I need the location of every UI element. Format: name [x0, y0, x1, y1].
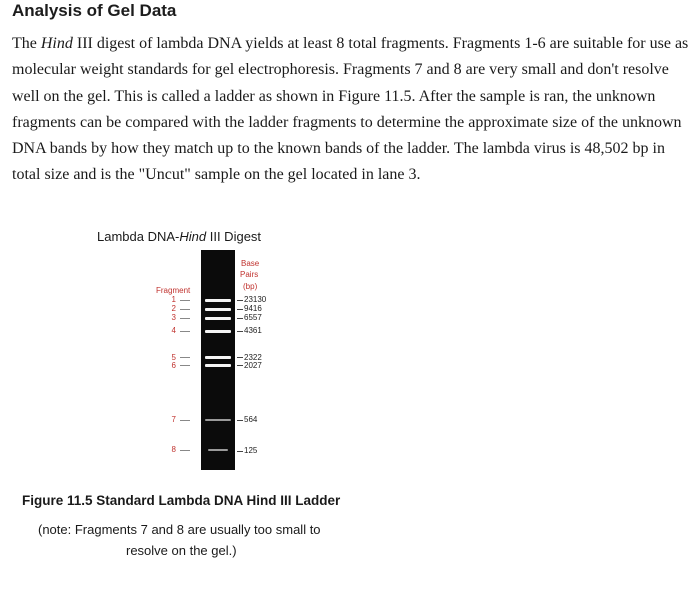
bp-label: 4361 [244, 326, 262, 335]
bp-tick [237, 420, 243, 421]
bp-label: 6557 [244, 313, 262, 322]
bp-label: 2322 [244, 353, 262, 362]
bp-tick [237, 318, 243, 319]
gel-band [205, 317, 231, 320]
figure-title: Lambda DNA-Hind III Digest [97, 229, 262, 244]
paragraph-rest: III digest of lambda DNA yields at least 8 total fragments. Fragments 1-6 are suitable for use as molecular weight standards for gel electrophoresis. Fragments 7 and 8 are very small and don't resolve well on the gel. This is called a ladder as shown in Figure 11.5. After the sample is ran, the unknown fragments can be compared with the ladder fragments to determine the approximate size of the unknown DNA bands by how they match up to the known bands of the ladder. The lambda virus is 48,502 bp in total size and is the "Uncut" sample on the gel located in lane 3. [12, 35, 689, 184]
bp-tick [237, 365, 243, 366]
bp-label: 564 [244, 415, 258, 424]
bp-label: 2027 [244, 361, 262, 370]
bp-label: 23130 [244, 295, 267, 304]
bp-tick [237, 309, 243, 310]
fragment-tick [180, 318, 190, 319]
fragment-number: 3 [171, 313, 176, 322]
fragment-tick [180, 365, 190, 366]
enzyme-name: Hind [40, 35, 73, 52]
gel-band [205, 308, 231, 311]
gel-band [205, 356, 231, 359]
gel-band [205, 364, 231, 367]
figure-note-line1: (note: Fragments 7 and 8 are usually too small to [38, 522, 321, 537]
fragment-number: 1 [171, 295, 176, 304]
fragment-number: 8 [171, 445, 176, 454]
fragment-label: Fragment [156, 286, 191, 295]
fragment-number: 5 [171, 353, 176, 362]
base-pairs-label-line2: Pairs [240, 270, 259, 279]
gel-band [205, 330, 231, 333]
gel-band [208, 449, 228, 451]
fragment-tick [180, 450, 190, 451]
bp-tick [237, 300, 243, 301]
fragment-tick [180, 357, 190, 358]
fragment-number: 6 [171, 361, 176, 370]
fragment-tick [180, 420, 190, 421]
gel-lane [201, 250, 235, 470]
fragment-number: 4 [171, 326, 176, 335]
fragment-number: 7 [171, 415, 176, 424]
fragment-tick [180, 331, 190, 332]
gel-band [205, 299, 231, 302]
bp-label: 9416 [244, 304, 262, 313]
base-pairs-label-line1: Base [241, 259, 260, 268]
bp-label: 125 [244, 446, 258, 455]
bp-tick [237, 451, 243, 452]
figure-note-line2: resolve on the gel.) [126, 543, 237, 558]
bp-tick [237, 331, 243, 332]
section-heading: Analysis of Gel Data [12, 1, 177, 20]
gel-band [205, 419, 231, 421]
fragment-number: 2 [171, 304, 176, 313]
body-paragraph [12, 31, 694, 189]
fragment-tick [180, 300, 190, 301]
bp-tick [237, 357, 243, 358]
paragraph-lead: The [12, 35, 41, 52]
fragment-tick [180, 309, 190, 310]
base-pairs-label-line3: (bp) [243, 282, 258, 291]
figure-caption: Figure 11.5 Standard Lambda DNA Hind III Ladder [22, 493, 341, 508]
